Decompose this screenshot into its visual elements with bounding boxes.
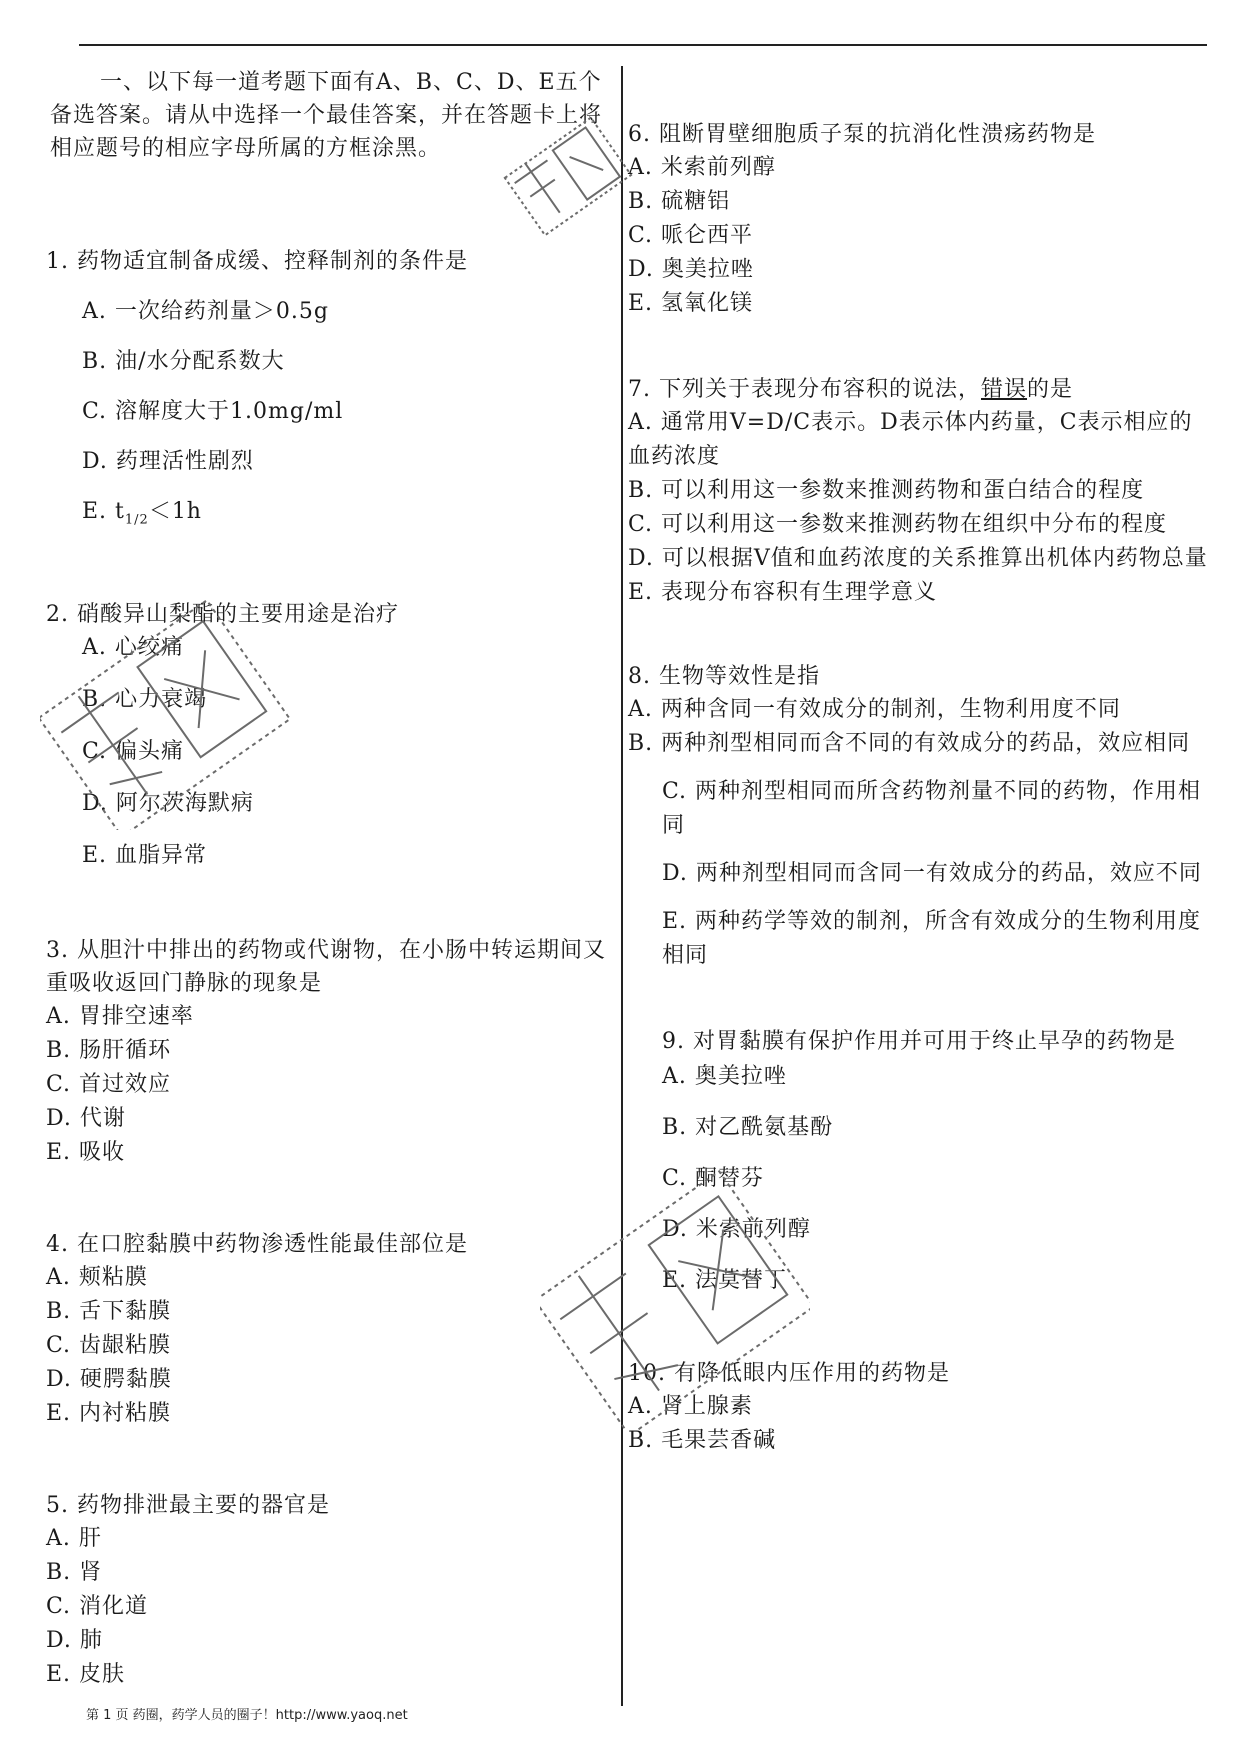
option-b: B. 毛果芸香碱 xyxy=(628,1428,777,1453)
top-rule xyxy=(79,44,1207,46)
question-stem: 6. 阻断胃壁细胞质子泵的抗消化性溃疡药物是 xyxy=(628,122,1096,147)
option-a: A. 肾上腺素 xyxy=(628,1394,753,1419)
option-c: C. 溶解度大于1.0mg/ml xyxy=(82,399,344,424)
option-e: E. 内衬粘膜 xyxy=(46,1401,172,1427)
question-3 xyxy=(46,934,618,1170)
option-b: B. 可以利用这一参数来推测药物和蛋白结合的程度 xyxy=(628,478,1145,503)
option-c: C. 首过效应 xyxy=(46,1072,172,1098)
option-a: A. 通常用V=D/C表示。D表示体内药量，C表示相应的血药浓度 xyxy=(628,410,1193,469)
option-e: E. 表现分布容积有生理学意义 xyxy=(628,580,938,605)
option-e: E. 血脂异常 xyxy=(82,843,208,869)
option-b: B. 舌下黏膜 xyxy=(46,1299,172,1325)
option-b: B. 油/水分配系数大 xyxy=(82,349,285,374)
question-stem: 5. 药物排泄最主要的器官是 xyxy=(46,1493,330,1519)
option-d: D. 可以根据V值和血药浓度的关系推算出机体内药物总量 xyxy=(628,546,1208,571)
option-d: D. 奥美拉唑 xyxy=(628,257,754,282)
option-d: D. 米索前列醇 xyxy=(662,1217,811,1242)
option-b: B. 两种剂型相同而含不同的有效成分的药品，效应相同 xyxy=(628,731,1191,756)
option-e xyxy=(46,495,618,536)
option-e: E. 氢氧化镁 xyxy=(628,291,754,316)
question-8 xyxy=(628,660,1208,973)
option-c: C. 酮替芬 xyxy=(662,1166,765,1191)
question-6 xyxy=(628,118,1208,321)
question-stem: 2. 硝酸异山梨酯的主要用途是治疗 xyxy=(46,602,399,628)
option-a: A. 奥美拉唑 xyxy=(662,1064,787,1089)
question-4 xyxy=(46,1228,618,1431)
option-b: B. 对乙酰氨基酚 xyxy=(662,1115,834,1140)
question-2 xyxy=(46,598,618,872)
question-7 xyxy=(628,373,1208,610)
option-e-suffix: ＜1h xyxy=(148,499,202,524)
left-column xyxy=(46,66,618,1692)
option-c: C. 可以利用这一参数来推测药物在组织中分布的程度 xyxy=(628,512,1168,537)
option-e-prefix: E. t xyxy=(82,499,125,524)
half-life-subscript: 1/2 xyxy=(124,512,149,528)
section-instructions: 一、以下每一道考题下面有A、B、C、D、E五个备选答案。请从中选择一个最佳答案，并在答题卡上将相应题号的相应字母所属的方框涂黑。 xyxy=(50,70,603,161)
option-d: D. 两种剂型相同而含同一有效成分的药品，效应不同 xyxy=(662,861,1202,886)
option-c: C. 偏头痛 xyxy=(82,739,185,765)
stem-prefix: 7. 下列关于表现分布容积的说法， xyxy=(628,377,981,402)
option-b: B. 硫糖铝 xyxy=(628,189,731,214)
question-stem xyxy=(628,373,1208,406)
question-stem: 9. 对胃黏膜有保护作用并可用于终止早孕的药物是 xyxy=(662,1029,1176,1054)
right-column xyxy=(628,118,1208,1458)
option-c: C. 哌仑西平 xyxy=(628,223,754,248)
page-footer: 第 1 页 药圈，药学人员的圈子！http://www.yaoq.net xyxy=(86,1708,408,1723)
option-a: A. 胃排空速率 xyxy=(46,1004,194,1030)
question-9 xyxy=(628,1025,1208,1297)
option-b: B. 肠肝循环 xyxy=(46,1038,172,1064)
option-b: B. 心力衰竭 xyxy=(82,687,208,713)
option-d: D. 肺 xyxy=(46,1628,103,1654)
option-a: A. 两种含同一有效成分的制剂，生物利用度不同 xyxy=(628,697,1121,722)
option-a: A. 心绞痛 xyxy=(82,635,184,661)
column-divider xyxy=(621,66,623,1706)
option-b: B. 肾 xyxy=(46,1560,103,1586)
option-a: A. 肝 xyxy=(46,1526,102,1552)
option-e: E. 吸收 xyxy=(46,1140,126,1166)
question-10 xyxy=(628,1357,1208,1458)
option-d: D. 代谢 xyxy=(46,1106,126,1132)
option-e: E. 两种药学等效的制剂，所含有效成分的生物利用度相同 xyxy=(662,909,1202,968)
option-d: D. 阿尔茨海默病 xyxy=(82,791,254,817)
option-e: E. 皮肤 xyxy=(46,1662,126,1688)
question-5 xyxy=(46,1489,618,1692)
option-c: C. 消化道 xyxy=(46,1594,149,1620)
option-a: A. 米索前列醇 xyxy=(628,155,776,180)
stem-emphasis: 错误 xyxy=(981,377,1028,402)
option-c: C. 两种剂型相同而所含药物剂量不同的药物，作用相同 xyxy=(662,779,1202,838)
question-stem: 1. 药物适宜制备成缓、控释制剂的条件是 xyxy=(46,249,468,274)
option-d: D. 药理活性剧烈 xyxy=(82,449,254,474)
option-d: D. 硬腭黏膜 xyxy=(46,1367,172,1393)
option-a: A. 颊粘膜 xyxy=(46,1265,148,1291)
question-1 xyxy=(46,245,618,536)
option-e: E. 法莫替丁 xyxy=(662,1268,788,1293)
question-stem: 10. 有降低眼内压作用的药物是 xyxy=(628,1361,950,1386)
question-stem: 3. 从胆汁中排出的药物或代谢物，在小肠中转运期间又重吸收返回门静脉的现象是 xyxy=(46,938,606,997)
question-stem: 4. 在口腔黏膜中药物渗透性能最佳部位是 xyxy=(46,1232,468,1258)
option-a: A. 一次给药剂量＞0.5g xyxy=(82,299,329,324)
option-c: C. 齿龈粘膜 xyxy=(46,1333,172,1359)
stem-suffix: 的是 xyxy=(1027,377,1074,402)
question-stem: 8. 生物等效性是指 xyxy=(628,664,820,689)
